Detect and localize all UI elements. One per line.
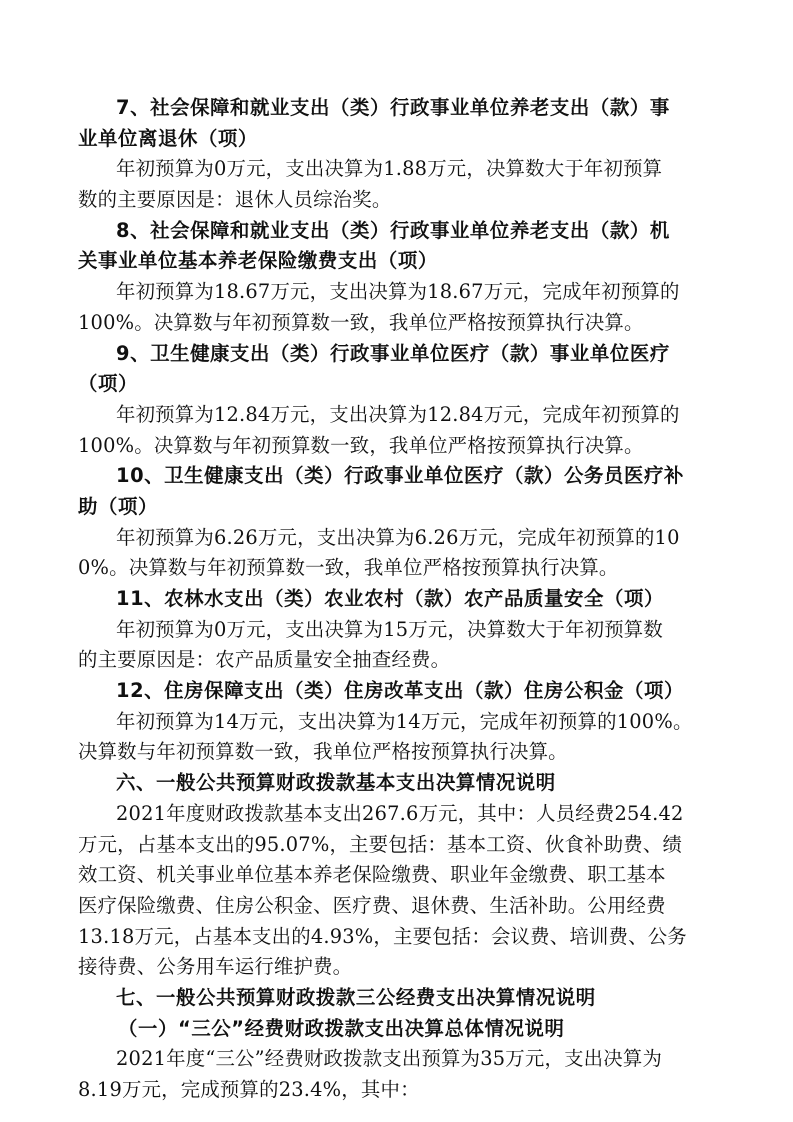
- text-line: 数的主要原因是：退休人员综治奖。: [78, 188, 392, 212]
- section-heading: [78, 584, 718, 615]
- text-line: 七、一般公共预算财政拨款三公经费支出决算情况说明: [116, 985, 596, 1009]
- text-line: 业单位离退休（项）: [78, 126, 258, 150]
- text-line: 年初预算为18.67万元，支出决算为18.67万元，完成年初预算的: [116, 280, 680, 304]
- text-line: 年初预算为6.26万元，支出决算为6.26万元，完成年初预算的10: [116, 525, 680, 549]
- section-heading: [78, 676, 718, 707]
- text-line: （一）“三公”经费财政拨款支出决算总体情况说明: [118, 1016, 565, 1040]
- text-line: （项）: [78, 372, 138, 396]
- text-line: 7、社会保障和就业支出（类）行政事业单位养老支出（款）事: [116, 96, 670, 119]
- text-line: 年初预算为0万元，支出决算为1.88万元，决算数大于年初预算: [116, 157, 663, 181]
- text-line: 8.19万元，完成预算的23.4%，其中：: [78, 1078, 420, 1101]
- text-line: 13.18万元，占基本支出的4.93%，主要包括：会议费、培训费、公务: [78, 924, 687, 948]
- text-line: 100%。决算数与年初预算数一致，我单位严格按预算执行决算。: [78, 433, 644, 457]
- text-line: 2021年度“三公”经费财政拨款支出预算为35万元，支出决算为: [116, 1047, 663, 1071]
- paragraph: [78, 799, 718, 983]
- text-line: 年初预算为12.84万元，支出决算为12.84万元，完成年初预算的: [116, 402, 680, 426]
- text-line: 12、住房保障支出（类）住房改革支出（款）住房公积金（项）: [116, 679, 684, 703]
- text-line: 决算数与年初预算数一致，我单位严格按预算执行决算。: [78, 740, 568, 764]
- document-body: [78, 93, 718, 1106]
- text-line: 8、社会保障和就业支出（类）行政事业单位养老支出（款）机: [116, 218, 670, 242]
- paragraph: [78, 277, 718, 338]
- section-heading: [78, 93, 718, 154]
- text-line: 11、农林水支出（类）农业农村（款）农产品质量安全（项）: [116, 587, 664, 610]
- text-line: 关事业单位基本养老保险缴费支出（项）: [78, 249, 438, 273]
- text-line: 2021年度财政拨款基本支出267.6万元，其中：人员经费254.42: [116, 801, 684, 825]
- paragraph: [78, 615, 718, 676]
- text-line: 万元，占基本支出的95.07%，主要包括：基本工资、伙食补助费、绩: [78, 832, 683, 856]
- paragraph: [78, 523, 718, 584]
- section-heading: [78, 983, 718, 1014]
- text-line: 医疗保险缴费、住房公积金、医疗费、退休费、生活补助。公用经费: [78, 893, 666, 917]
- text-line: 9、卫生健康支出（类）行政事业单位医疗（款）事业单位医疗: [116, 341, 670, 365]
- text-line: 的主要原因是：农产品质量安全抽查经费。: [78, 648, 451, 672]
- paragraph: [78, 707, 718, 768]
- text-line: 接待费、公务用车运行维护费。: [78, 955, 353, 979]
- text-line: 效工资、机关事业单位基本养老保险缴费、职业年金缴费、职工基本: [78, 863, 666, 887]
- section-heading: [78, 461, 718, 522]
- text-line: 年初预算为0万元，支出决算为15万元，决算数大于年初预算数: [116, 617, 663, 641]
- section-heading: [78, 768, 718, 799]
- paragraph: [78, 400, 718, 461]
- text-line: 100%。决算数与年初预算数一致，我单位严格按预算执行决算。: [78, 310, 644, 334]
- text-line: 10、卫生健康支出（类）行政事业单位医疗（款）公务员医疗补: [116, 464, 684, 488]
- paragraph: [78, 154, 718, 215]
- section-heading: [78, 216, 718, 277]
- paragraph: [78, 1044, 718, 1105]
- text-line: 六、一般公共预算财政拨款基本支出决算情况说明: [116, 771, 556, 795]
- text-line: 年初预算为14万元，支出决算为14万元，完成年初预算的100%。: [116, 709, 693, 733]
- text-line: 0%。决算数与年初预算数一致，我单位严格按预算执行决算。: [78, 556, 619, 580]
- section-heading: [78, 339, 718, 400]
- text-line: 助（项）: [78, 494, 158, 518]
- subsection-heading: [78, 1014, 718, 1045]
